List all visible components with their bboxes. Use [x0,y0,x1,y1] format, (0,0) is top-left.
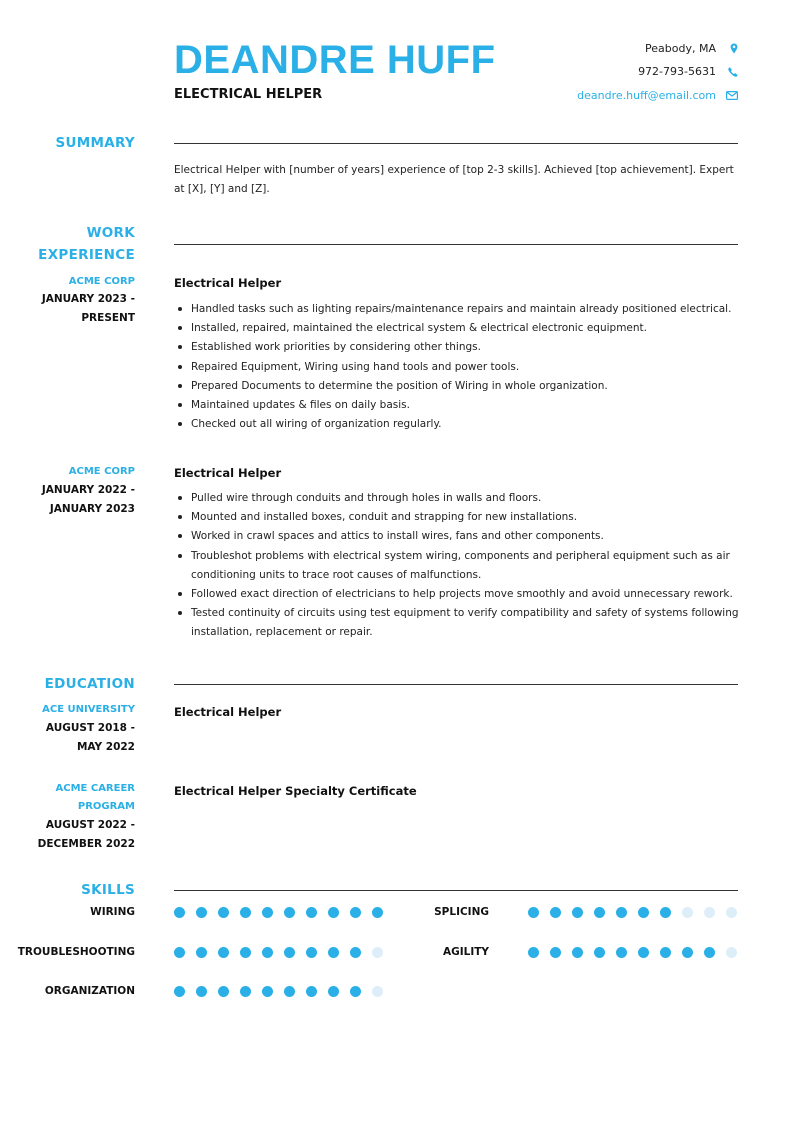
skill-dot-filled [350,907,361,918]
job2-dates-line1: JANUARY 2022 - [41,484,135,496]
skill-dot-empty [726,947,737,958]
skill-dot-filled [638,907,649,918]
skill-dot-filled [262,947,273,958]
skill-dot-filled [372,907,383,918]
skill-dot-filled [616,907,627,918]
edu2-dates-line2: DECEMBER 2022 [37,838,135,850]
skill-dot-filled [284,907,295,918]
skill-dot-filled [218,907,229,918]
job2-bullets [174,489,740,643]
skill-dot-filled [262,986,273,997]
skill-dot-filled [240,986,251,997]
edu1-school: ACE UNIVERSITY [42,704,135,715]
skill-dot-filled [616,947,627,958]
skill-dot-filled [262,907,273,918]
edu2-dates-line1: AUGUST 2022 - [45,819,135,831]
job1-company: ACME CORP [68,276,135,287]
edu1-dates-line1: AUGUST 2018 - [45,722,135,734]
summary-divider [174,143,738,144]
education-divider [174,684,738,685]
phone-icon [722,67,738,77]
contact-phone [638,65,738,78]
skill-label: TROUBLESHOOTING [17,946,135,958]
summary-heading: SUMMARY [55,135,135,151]
skill-dot-filled [240,907,251,918]
skill-dot-filled [328,986,339,997]
skill-label: AGILITY [442,946,489,958]
skill-dot-filled [240,947,251,958]
list-item: Worked in crawl spaces and attics to install wires, fans and other components. [174,527,740,546]
skill-dot-filled [174,986,185,997]
skill-dot-filled [218,986,229,997]
skill-label: ORGANIZATION [44,985,135,997]
job2-role: Electrical Helper [174,466,282,480]
edu2-school-line2: PROGRAM [77,801,135,812]
edu1-dates [46,719,135,757]
candidate-title: ELECTRICAL HELPER [174,87,323,102]
list-item: Established work priorities by considering other things. [174,338,740,357]
skill-dot-filled [572,947,583,958]
skill-label: SPLICING [434,906,489,918]
mail-icon [722,91,738,100]
skill-dot-filled [174,907,185,918]
skill-dot-filled [682,947,693,958]
skill-dot-filled [594,947,605,958]
skill-dot-filled [196,986,207,997]
list-item: Pulled wire through conduits and through holes in walls and floors. [174,489,740,508]
skill-dot-filled [660,947,671,958]
skill-rating [528,907,748,918]
skill-dot-filled [350,986,361,997]
list-item: Installed, repaired, maintained the electrical system & electrical electronic equipment. [174,319,740,338]
skill-dot-filled [306,986,317,997]
phone-text: 972-793-5631 [638,65,716,78]
skill-dot-filled [328,947,339,958]
skill-rating [174,907,394,918]
list-item: Checked out all wiring of organization regularly. [174,415,740,434]
skill-dot-filled [328,907,339,918]
list-item: Handled tasks such as lighting repairs/maintenance repairs and maintain already positioned electrical. [174,300,740,319]
skill-dot-filled [350,947,361,958]
edu2-degree: Electrical Helper Specialty Certificate [174,784,417,798]
skill-dot-filled [284,947,295,958]
skill-dot-empty [726,907,737,918]
edu2-school-line1: ACME CAREER [55,783,135,794]
skill-dot-filled [218,947,229,958]
skill-dot-filled [196,947,207,958]
experience-heading-line1: WORK [86,225,135,241]
list-item: Repaired Equipment, Wiring using hand tools and power tools. [174,358,740,377]
skill-dot-filled [306,907,317,918]
skill-dot-filled [638,947,649,958]
list-item: Mounted and installed boxes, conduit and strapping for new installations. [174,508,740,527]
skill-dot-filled [284,986,295,997]
contact-email[interactable] [577,89,738,102]
education-heading: EDUCATION [44,676,135,692]
job2-dates [42,481,135,519]
list-item: Troubleshot problems with electrical system wiring, components and peripheral equipment such as air conditioning units to trace root causes of malfunctions. [174,547,740,585]
job1-role: Electrical Helper [174,276,282,290]
list-item: Followed exact direction of electricians to help projects move smoothly and avoid unnecessary rework. [174,585,740,604]
job2-dates-line2: JANUARY 2023 [49,503,135,515]
job2-company: ACME CORP [68,466,135,477]
skill-dot-filled [306,947,317,958]
skill-label: WIRING [90,906,135,918]
list-item: Maintained updates & files on daily basis. [174,396,740,415]
summary-text: Electrical Helper with [number of years] experience of [top 2-3 skills]. Achieved [top achievement]. Expert at [X], [Y] and [Z]. [174,164,734,195]
candidate-name: DEANDRE HUFF [174,38,496,82]
edu2-school [56,780,135,816]
job1-dates [42,290,135,328]
skill-dot-filled [572,907,583,918]
skill-rating [174,947,394,958]
skills-divider [174,890,738,891]
skill-dot-filled [660,907,671,918]
edu1-dates-line2: MAY 2022 [76,741,135,753]
edu1-degree: Electrical Helper [174,705,282,719]
skill-dot-filled [550,947,561,958]
skill-dot-empty [682,907,693,918]
skill-dot-empty [704,907,715,918]
edu2-dates [38,816,135,854]
skill-dot-empty [372,947,383,958]
list-item: Tested continuity of circuits using test equipment to verify compatibility and safety of systems following installation, replacement or repair. [174,604,740,642]
job1-dates-line2: PRESENT [81,312,135,324]
skill-dot-filled [528,947,539,958]
skill-dot-filled [196,907,207,918]
list-item: Prepared Documents to determine the position of Wiring in whole organization. [174,377,740,396]
job1-dates-line1: JANUARY 2023 - [41,293,135,305]
skill-dot-filled [704,947,715,958]
location-text: Peabody, MA [645,42,716,55]
skills-heading: SKILLS [81,882,135,898]
skill-dot-empty [372,986,383,997]
experience-heading [38,222,135,266]
contact-location [645,42,738,55]
skill-dot-filled [594,907,605,918]
experience-divider [174,244,738,245]
skill-dot-filled [174,947,185,958]
skill-dot-filled [528,907,539,918]
job1-bullets [174,300,740,434]
skill-dot-filled [550,907,561,918]
email-link[interactable]: deandre.huff@email.com [577,89,716,102]
map-pin-icon [722,43,738,54]
skill-rating [174,986,394,997]
skill-rating [528,947,748,958]
experience-heading-line2: EXPERIENCE [38,247,135,263]
